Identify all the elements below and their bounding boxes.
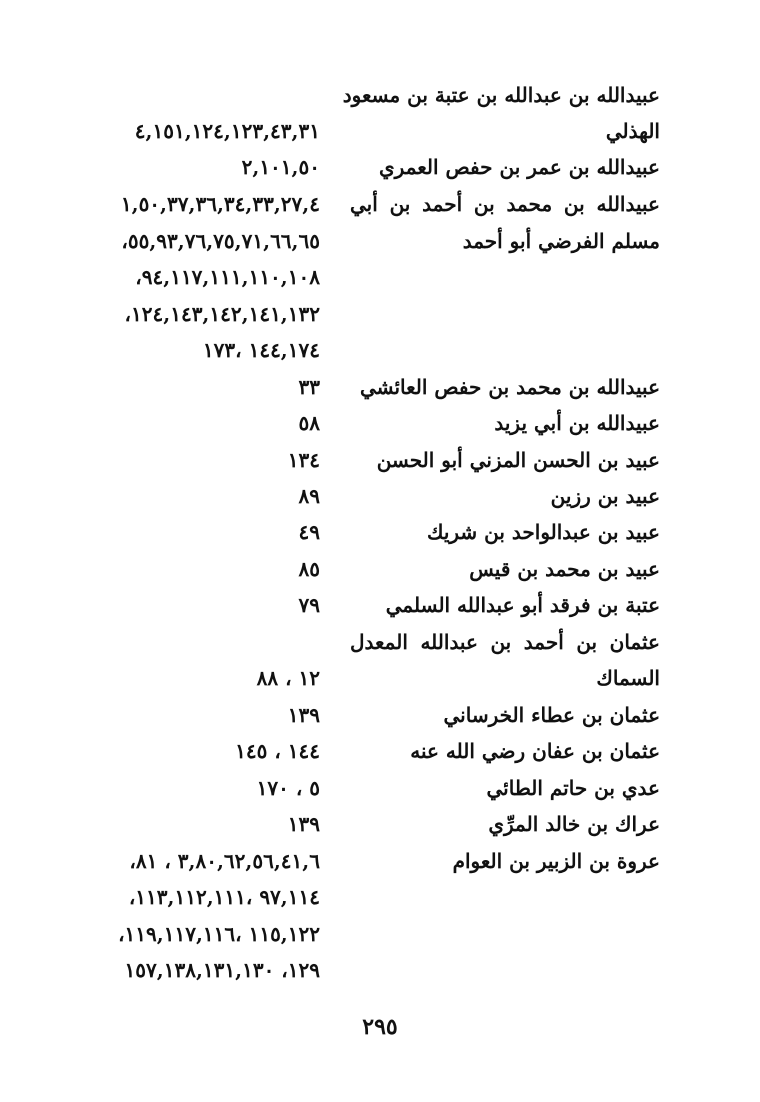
index-entry-pages: ٥ ، ١٧٠ <box>256 776 320 800</box>
index-entry-pages: ١٤٤ ، ١٤٥ <box>235 739 320 763</box>
index-entry-name: عثمان بن أحمد بن عبدالله المعدل <box>350 630 660 654</box>
index-entry-name: عتبة بن فرقد أبو عبدالله السلمي <box>385 593 660 617</box>
index-entry-pages: ٩٤,١١٧,١١١,١١٠,١٠٨، <box>135 265 320 289</box>
index-entry-name: عثمان بن عفان رضي الله عنه <box>410 739 660 763</box>
index-entry-name: عبيدالله بن محمد بن أحمد بن أبي <box>350 192 660 216</box>
index-entry-pages: ٤,١٥١,١٢٤,١٢٣,٤٣,٣١ <box>134 119 320 143</box>
index-entry-pages: ١١٥,١٢٢ ،١١٩,١١٧,١١٦، <box>118 922 320 946</box>
index-entry-pages: ٣٣ <box>298 375 320 399</box>
index-entry-name: عبيدالله بن عمر بن حفص العمري <box>379 155 660 179</box>
index-entry-name: عبيدالله بن أبي يزيد <box>494 411 660 435</box>
index-entry-name: السماك <box>596 666 660 690</box>
index-entry-pages: ١,٥٠,٣٧,٣٦,٣٤,٣٣,٢٧,٤ <box>120 192 320 216</box>
index-entry-pages: ٥٥,٩٣,٧٦,٧٥,٧١,٦٦,٦٥، <box>121 229 320 253</box>
index-entry-name: عبيد بن رزين <box>550 484 660 508</box>
index-entry-name: عروة بن الزبير بن العوام <box>452 849 660 873</box>
index-entry-pages: ٨٥ <box>298 557 320 581</box>
index-entry-pages: ٨٩ <box>298 484 320 508</box>
index-entry-name: الهذلي <box>605 119 660 143</box>
index-entry-pages: ١٤٤,١٧٤ ،١٧٣ <box>202 338 320 362</box>
index-entry-pages: ١٣٩ <box>287 703 320 727</box>
index-entry-name: مسلم الفرضي أبو أحمد <box>462 229 660 253</box>
index-entry-name: عثمان بن عطاء الخرساني <box>443 703 660 727</box>
index-entry-name: عبيد بن محمد بن قيس <box>469 557 660 581</box>
page-number: ٢٩٥ <box>362 1014 398 1040</box>
index-entry-pages: ١٢٤,١٤٣,١٤٢,١٤١,١٣٢، <box>124 302 320 326</box>
index-entry-pages: ١٢ ، ٨٨ <box>256 666 320 690</box>
index-entry-name: عبيد بن عبدالواحد بن شريك <box>426 520 660 544</box>
index-entry-name: عبيد بن الحسن المزني أبو الحسن <box>376 448 660 472</box>
index-entry-pages: ١٢٩، ١٥٧,١٣٨,١٣١,١٣٠ <box>124 958 320 982</box>
index-entry-pages: ٢,١٠١,٥٠ <box>241 155 320 179</box>
index-entry-name: عراك بن خالد المرِّي <box>488 812 660 836</box>
index-entry-pages: ١٣٩ <box>287 812 320 836</box>
index-entry-name: عدي بن حاتم الطائي <box>486 776 660 800</box>
index-entry-pages: ٤٩ <box>298 520 320 544</box>
index-entry-name: عبيدالله بن محمد بن حفص العائشي <box>359 375 660 399</box>
index-entry-pages: ٧٩ <box>298 593 320 617</box>
index-entry-pages: ٥٨ <box>298 411 320 435</box>
index-entry-pages: ١٣٤ <box>287 448 320 472</box>
index-entry-name: عبيدالله بن عبدالله بن عتبة بن مسعود <box>342 83 660 107</box>
index-entry-pages: ٣,٨٠,٦٢,٥٦,٤١,٦ ، ٨١، <box>129 849 320 873</box>
index-entry-pages: ٩٧,١١٤ ،١١٣,١١٢,١١١، <box>128 885 320 909</box>
